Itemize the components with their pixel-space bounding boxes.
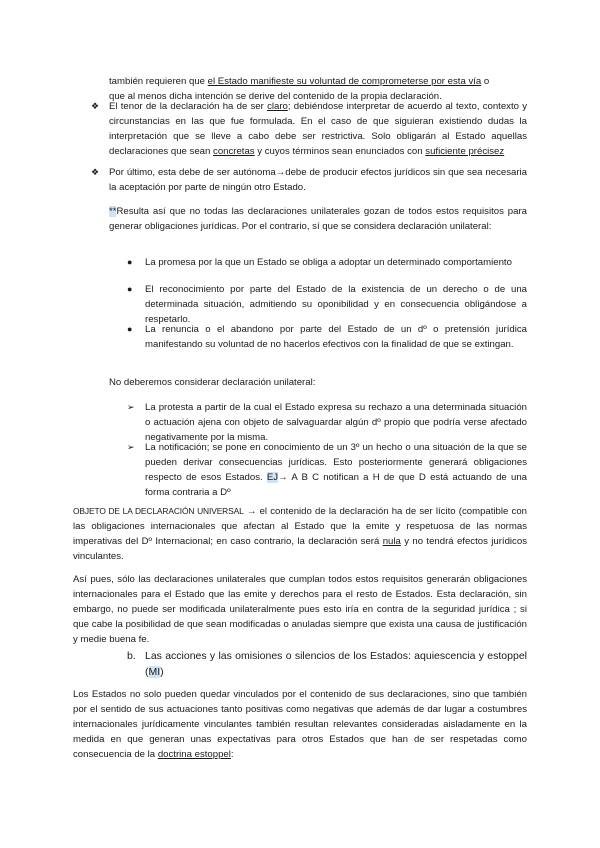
bullet-dot-icon: ●: [127, 257, 133, 267]
objeto-label: OBJETO DE LA DECLARACIÓN UNIVERSAL: [73, 506, 244, 516]
clarity-text: El tenor de la declaración ha de ser: [109, 101, 268, 112]
objeto-text: → el contenido de la declaración ha de ser lícito (compatible con las obligaciones internacionales que afectan al Estado que la emite y respetuosa de las normas imperativas del Dº Internacional; en caso contrario, la declaración será: [73, 506, 527, 547]
section-heading-b: [145, 648, 527, 680]
intro-text: también requieren que: [109, 76, 208, 87]
arrow-item-protesta: [145, 400, 527, 445]
autonomy-text: Por último, esta debe de ser autónoma→debe de producir efectos jurídicos sin que sea necesaria la aceptación por parte de ningún otro Estado.: [109, 167, 527, 193]
final-text-end: :: [230, 749, 234, 760]
clarity-text-2: ; debiéndose interpretar de acuerdo al texto, contexto y circunstancias en las que fue formulada. En el caso de que siguieran existiendo dudas la interpretación que se lleve a cabo debe ser restrictiva. Solo obligarán al Estado aquellas declaraciones que sean: [109, 101, 527, 157]
final-text: Los Estados no solo pueden quedar vinculados por el contenido de sus declaraciones, sino que también por el sentido de sus actuaciones tanto positivas como negativas que además de dar lugar a costumbres internacionales jurídicamente vinculantes también resultan relevantes consideradas aisladamente en la medida en que generan unas expectativas para otros Estados que han de ser respetadas como consecuencia de la: [73, 689, 527, 760]
no-consider-heading: [109, 375, 527, 390]
protesta-text: La protesta a partir de la cual el Estado expresa su rechazo a una determinada situación o actuación ajena con objeto de salvaguardar algún dº propio que podría verse afectado negativamente por la misma.: [145, 402, 527, 443]
bullet-dot-icon: ●: [127, 324, 133, 334]
bullet-text-promesa: La promesa por la que un Estado se obliga a adoptar un determinado comportamiento: [145, 257, 512, 268]
list-item: [145, 282, 527, 327]
notificacion-text: La notificación; se pone en conocimiento de un 3º un hecho o una situación de la que se pueden derivar consecuencias jurídicas. Esto posteriormente generará obligaciones respecto de esos Estados.: [145, 442, 527, 483]
underlined-doctrina: doctrina estoppel: [157, 749, 231, 760]
arrow-bullet-icon: ➢: [127, 402, 135, 412]
heading-text: Las acciones y las omisiones o silencios de los Estados: aquiescencia y estoppel (: [145, 650, 527, 678]
underlined-precisez: suficiente précisez: [425, 146, 505, 157]
clarity-text-3: y cuyos términos sean enunciados con: [254, 146, 426, 157]
bullet-text-reconocimiento: El reconocimiento por parte del Estado de la existencia de un derecho o de una determinada situación, admitiendo su oponibilidad y en consecuencia obligándose a respetarlo.: [145, 284, 527, 325]
diamond-item-autonomy: [109, 165, 527, 195]
objeto-paragraph: [73, 504, 527, 564]
bullet-text-renuncia: La renuncia o el abandono por parte del Estado de un dº o pretensión jurídica manifestando su voluntad de no hacerlos efectivos con la finalidad de que se extingan.: [145, 324, 527, 350]
heading-marker: [127, 648, 136, 664]
diamond-bullet-icon: ❖: [91, 101, 100, 111]
asi-text: Así pues, sólo las declaraciones unilaterales que cumplan todos estos requisitos generarán obligaciones internacionales para el Estado que las emite y derechos para el resto de Estados. Esta declaración, sin embargo, no puede ser modificada unilateralmente pues esto iría en contra de la seguridad jurídica ; si que cabe la posibilidad de que sean modificadas o anuladas siempre que exista una causa de justificación y medie buena fe.: [73, 574, 527, 645]
underlined-nula: nula: [382, 536, 401, 547]
objeto-text-2: y no tendrá efectos jurídicos vinculantes.: [73, 536, 527, 562]
no-consider-text: No deberemos considerar declaración unilateral:: [109, 377, 316, 388]
diamond-item-clarity: [109, 99, 527, 159]
asi-paragraph: [73, 572, 527, 647]
intro-line-2: que al menos dicha intención se derive del contenido de la propia declaración.: [109, 91, 442, 102]
heading-letter: b.: [127, 650, 136, 662]
arrow-bullet-icon: ➢: [127, 442, 135, 452]
list-item: [145, 322, 527, 352]
final-paragraph: [73, 687, 527, 762]
highlight-mi: MI: [148, 666, 161, 678]
underlined-concretas: concretas: [213, 146, 255, 157]
intro-text-end: o: [481, 76, 490, 87]
note-paragraph: [109, 204, 527, 234]
arrow-item-notificacion: [145, 440, 527, 500]
note-text: Resulta así que no todas las declaraciones unilaterales gozan de todos estos requisitos para generar obligaciones jurídicas. Por el contrario, sí que se considera declaración unilateral:: [109, 206, 527, 232]
heading-text-end: ): [160, 666, 164, 678]
underlined-phrase: el Estado manifieste su voluntad de comprometerse por esta vía: [207, 76, 482, 87]
underlined-claro: claro: [267, 101, 288, 112]
notificacion-text-2: → A B C notifican a H de que D está actuando de una forma contraria a Dº: [145, 472, 527, 498]
note-marker: **: [109, 206, 117, 217]
highlight-ej: EJ: [266, 472, 279, 483]
diamond-bullet-icon: ❖: [91, 167, 100, 177]
bullet-dot-icon: ●: [127, 284, 133, 294]
list-item: [145, 255, 527, 270]
